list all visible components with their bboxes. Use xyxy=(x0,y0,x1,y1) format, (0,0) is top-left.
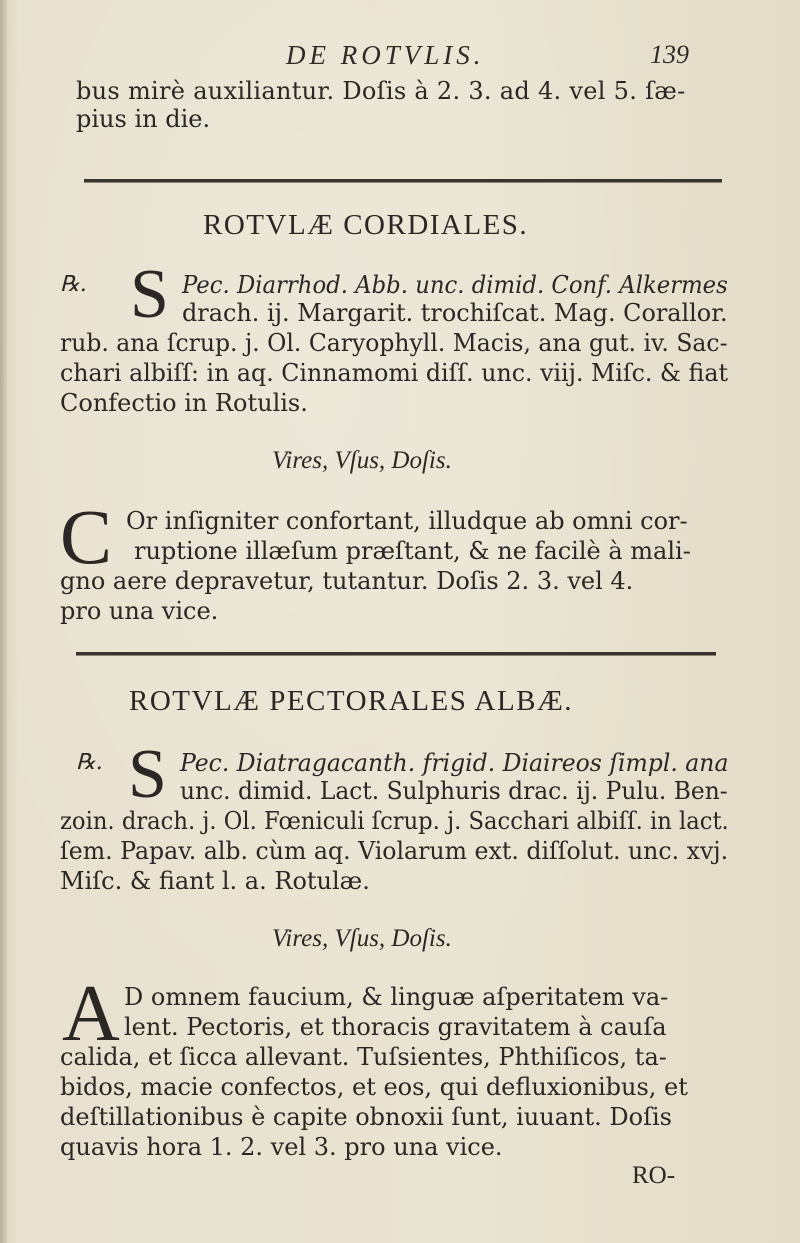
page-header xyxy=(0,40,800,74)
text-line: rub. ana ſcrup. j. Ol. Caryophyll. Macis, ana gut. iv. Sac- xyxy=(60,329,728,357)
text-line: pro una vice. xyxy=(60,597,219,625)
subheading: Vires, Vſus, Doſis. xyxy=(272,925,452,952)
text-line: zoin. drach. j. Ol. Fœniculi ſcrup. j. Sacchari albiſſ. in lact. xyxy=(60,807,729,835)
dropcap-letter: S xyxy=(130,256,169,333)
section-heading: ROTVLÆ CORDIALES. xyxy=(203,209,529,241)
recipe-sign: ℞. xyxy=(76,750,103,775)
text-line: Miſc. & fiant l. a. Rotulæ. xyxy=(60,867,370,895)
text-line: Confectio in Rotulis. xyxy=(60,389,308,417)
text-line: ſem. Papav. alb. cùm aq. Violarum ext. diſſolut. unc. xvj. xyxy=(60,837,729,865)
text-line: drach. ij. Margarit. trochiſcat. Mag. Corallor. xyxy=(182,299,728,327)
section-heading: ROTVLÆ PECTORALES ALBÆ. xyxy=(129,685,574,717)
recipe-sign: ℞. xyxy=(60,272,87,297)
text-line: gno aere depravetur, tutantur. Doſis 2. 3. vel 4. xyxy=(60,567,634,595)
text-line: Pec. Diatragacanth. frigid. Diaireos ſimpl. ana xyxy=(180,749,729,777)
text-line: ruptione illæſum præſtant, & ne facilè à mali- xyxy=(134,537,691,565)
section-divider xyxy=(84,179,722,183)
text-line: calida, et ſicca allevant. Tuſsientes, Phthiſicos, ta- xyxy=(60,1043,667,1071)
text-line: bidos, macie confectos, et eos, qui defluxionibus, et xyxy=(60,1073,688,1101)
text-line: unc. dimid. Lact. Sulphuris drac. ij. Pulu. Ben- xyxy=(180,777,728,805)
text-line: pius in die. xyxy=(76,105,211,133)
catchword: RO- xyxy=(632,1162,676,1189)
text-line: deſtillationibus è capite obnoxii ſunt, iuuant. Doſis xyxy=(60,1103,672,1131)
dropcap-letter: C xyxy=(60,493,113,580)
dropcap-letter: A xyxy=(62,970,120,1058)
text-line: bus mirè auxiliantur. Doſis à 2. 3. ad 4. vel 5. ſæ- xyxy=(76,77,686,105)
running-head: DE ROTVLIS. xyxy=(286,40,485,70)
subheading: Vires, Vſus, Doſis. xyxy=(272,447,452,474)
text-line: lent. Pectoris, et thoracis gravitatem à cauſa xyxy=(124,1013,667,1041)
page-gutter xyxy=(0,0,7,1243)
text-line: chari albiſſ: in aq. Cinnamomi diſſ. unc. viij. Miſc. & fiat xyxy=(60,359,728,387)
text-line: D omnem faucium, & linguæ aſperitatem va- xyxy=(124,983,669,1011)
text-line: quavis hora 1. 2. vel 3. pro una vice. xyxy=(60,1133,503,1161)
page-number: 139 xyxy=(650,40,689,69)
dropcap-letter: S xyxy=(128,736,167,813)
text-line: Or inſigniter confortant, illudque ab omni cor- xyxy=(126,507,688,535)
text-line: Pec. Diarrhod. Abb. unc. dimid. Conf. Alkermes xyxy=(182,271,728,299)
section-divider xyxy=(76,652,716,656)
